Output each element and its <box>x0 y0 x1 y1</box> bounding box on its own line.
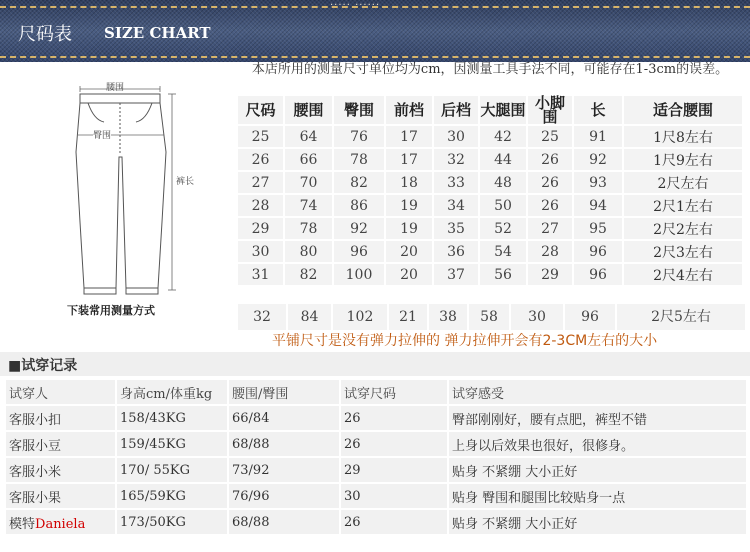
table-row <box>6 406 746 430</box>
header-top-text: ..... ...... <box>330 0 381 8</box>
cell-tester: 客服小米 <box>6 458 115 482</box>
cell-thigh: 44 <box>480 149 526 170</box>
cell-front-rise: 19 <box>386 218 432 239</box>
table-row <box>238 172 742 193</box>
col-length: 长 <box>574 96 622 124</box>
cell-thigh: 56 <box>480 264 526 285</box>
col-back-rise: 后档 <box>434 96 478 124</box>
cell-fit-waist: 2尺左右 <box>624 172 742 193</box>
try-on-title: ■试穿记录 <box>8 358 78 374</box>
cell-fit-waist: 1尺8左右 <box>624 126 742 147</box>
col-waist-hip: 腰围/臀围 <box>229 380 339 404</box>
cell-leg-opening: 28 <box>528 241 572 262</box>
cell-tried-size: 26 <box>341 510 447 534</box>
col-front-rise: 前档 <box>386 96 432 124</box>
cell-back-rise: 33 <box>434 172 478 193</box>
cell-hip: 100 <box>334 264 384 285</box>
cell-waist-hip: 76/96 <box>229 484 339 508</box>
cell-waist-hip: 68/88 <box>229 510 339 534</box>
stretch-tip: 平铺尺寸是没有弹力拉伸的 弹力拉伸开会有2-3CM左右的大小 <box>272 333 658 349</box>
cell-waist: 64 <box>285 126 332 147</box>
cell-hip: 86 <box>334 195 384 216</box>
cell-fit-waist: 2尺4左右 <box>624 264 742 285</box>
model-name-highlight: Daniela <box>35 516 86 532</box>
diagram-caption: 下装常用测量方式 <box>67 304 155 317</box>
table-row <box>238 241 742 262</box>
cell-height-weight: 170/ 55KG <box>117 458 227 482</box>
cell-front-rise: 19 <box>386 195 432 216</box>
cell-size: 31 <box>238 264 283 285</box>
cell-feedback: 贴身 不紧绷 大小正好 <box>449 458 746 482</box>
cell-size: 25 <box>238 126 283 147</box>
cell-waist: 78 <box>285 218 332 239</box>
cell-back-rise: 30 <box>434 126 478 147</box>
cell-front-rise: 21 <box>389 304 427 330</box>
table-row <box>238 149 742 170</box>
cell-thigh: 48 <box>480 172 526 193</box>
table-row <box>6 484 746 508</box>
try-on-header <box>6 380 746 404</box>
cell-height-weight: 173/50KG <box>117 510 227 534</box>
col-fit-waist: 适合腰围 <box>624 96 742 124</box>
cell-hip: 92 <box>334 218 384 239</box>
cell-waist: 74 <box>285 195 332 216</box>
cell-front-rise: 20 <box>386 241 432 262</box>
cell-fit-waist: 2尺5左右 <box>617 304 745 330</box>
cell-leg-opening: 26 <box>528 149 572 170</box>
trousers-measurement-diagram <box>0 62 232 352</box>
cell-leg-opening: 25 <box>528 126 572 147</box>
header-stitch-bottom <box>0 56 750 58</box>
cell-size: 29 <box>238 218 283 239</box>
table-row <box>6 458 746 482</box>
cell-length: 93 <box>574 172 622 193</box>
table-row <box>238 195 742 216</box>
cell-back-rise: 36 <box>434 241 478 262</box>
header-title-en: SIZE CHART <box>104 24 211 42</box>
size-table-header <box>238 96 742 124</box>
cell-waist-hip: 66/84 <box>229 406 339 430</box>
cell-back-rise: 32 <box>434 149 478 170</box>
col-leg-opening: 小脚围 <box>528 96 572 124</box>
cell-waist-hip: 73/92 <box>229 458 339 482</box>
cell-size: 26 <box>238 149 283 170</box>
cell-leg-opening: 29 <box>528 264 572 285</box>
table-row <box>6 432 746 456</box>
cell-front-rise: 18 <box>386 172 432 193</box>
cell-length: 94 <box>574 195 622 216</box>
cell-back-rise: 38 <box>429 304 467 330</box>
cell-hip: 96 <box>334 241 384 262</box>
cell-waist: 84 <box>288 304 331 330</box>
cell-thigh: 58 <box>469 304 509 330</box>
cell-thigh: 50 <box>480 195 526 216</box>
table-row <box>238 218 742 239</box>
cell-tester <box>6 510 115 534</box>
col-tester: 试穿人 <box>6 380 115 404</box>
cell-leg-opening: 27 <box>528 218 572 239</box>
cell-back-rise: 35 <box>434 218 478 239</box>
col-feedback: 试穿感受 <box>449 380 746 404</box>
cell-size: 32 <box>238 304 286 330</box>
col-thigh: 大腿围 <box>480 96 526 124</box>
cell-height-weight: 165/59KG <box>117 484 227 508</box>
table-row <box>238 264 742 285</box>
cell-length: 95 <box>574 218 622 239</box>
cell-waist: 66 <box>285 149 332 170</box>
cell-tried-size: 30 <box>341 484 447 508</box>
header-title-cn: 尺码表 <box>18 24 72 45</box>
size-table <box>236 94 744 287</box>
cell-hip: 76 <box>334 126 384 147</box>
cell-feedback: 贴身 臀围和腿围比较贴身一点 <box>449 484 746 508</box>
cell-length: 96 <box>565 304 615 330</box>
cell-length: 91 <box>574 126 622 147</box>
cell-feedback: 贴身 不紧绷 大小正好 <box>449 510 746 534</box>
cell-thigh: 42 <box>480 126 526 147</box>
cell-waist: 80 <box>285 241 332 262</box>
cell-leg-opening: 26 <box>528 195 572 216</box>
cell-fit-waist: 1尺9左右 <box>624 149 742 170</box>
cell-tried-size: 26 <box>341 432 447 456</box>
cell-length: 96 <box>574 264 622 285</box>
cell-hip: 78 <box>334 149 384 170</box>
cell-back-rise: 34 <box>434 195 478 216</box>
cell-length: 96 <box>574 241 622 262</box>
cell-feedback: 臀部刚刚好，腰有点肥，裤型不错 <box>449 406 746 430</box>
cell-hip: 102 <box>333 304 387 330</box>
size-table-last-row <box>236 304 748 330</box>
cell-tried-size: 29 <box>341 458 447 482</box>
size-chart-header <box>0 0 750 62</box>
cell-thigh: 54 <box>480 241 526 262</box>
cell-leg-opening: 30 <box>511 304 563 330</box>
cell-thigh: 52 <box>480 218 526 239</box>
col-hip: 臀围 <box>334 96 384 124</box>
cell-feedback: 上身以后效果也很好，很修身。 <box>449 432 746 456</box>
length-label: 裤长 <box>176 177 195 187</box>
col-height-weight: 身高cm/体重kg <box>117 380 227 404</box>
cell-fit-waist: 2尺1左右 <box>624 195 742 216</box>
cell-size: 27 <box>238 172 283 193</box>
hip-label: 臀围 <box>93 128 111 141</box>
cell-fit-waist: 2尺3左右 <box>624 241 742 262</box>
cell-hip: 82 <box>334 172 384 193</box>
cell-back-rise: 37 <box>434 264 478 285</box>
cell-length: 92 <box>574 149 622 170</box>
cell-size: 30 <box>238 241 283 262</box>
col-tried-size: 试穿尺码 <box>341 380 447 404</box>
cell-tried-size: 26 <box>341 406 447 430</box>
cell-tester: 客服小果 <box>6 484 115 508</box>
table-row <box>6 510 746 534</box>
cell-fit-waist: 2尺2左右 <box>624 218 742 239</box>
cell-waist: 82 <box>285 264 332 285</box>
col-waist: 腰围 <box>285 96 332 124</box>
cell-leg-opening: 26 <box>528 172 572 193</box>
model-name-prefix: 模特 <box>9 516 36 532</box>
cell-waist: 70 <box>285 172 332 193</box>
table-row <box>238 126 742 147</box>
cell-front-rise: 17 <box>386 126 432 147</box>
cell-size: 28 <box>238 195 283 216</box>
cell-tester: 客服小扣 <box>6 406 115 430</box>
waist-label: 腰围 <box>106 83 125 93</box>
measurement-note: 本店所用的测量尺寸单位均为cm，因测量工具手法不同，可能存在1-3cm的误差。 <box>251 62 729 77</box>
cell-waist-hip: 68/88 <box>229 432 339 456</box>
cell-tester: 客服小豆 <box>6 432 115 456</box>
cell-height-weight: 159/45KG <box>117 432 227 456</box>
cell-height-weight: 158/43KG <box>117 406 227 430</box>
cell-front-rise: 17 <box>386 149 432 170</box>
try-on-title-bar <box>0 352 750 376</box>
try-on-table <box>4 378 748 536</box>
cell-front-rise: 20 <box>386 264 432 285</box>
col-size: 尺码 <box>238 96 283 124</box>
